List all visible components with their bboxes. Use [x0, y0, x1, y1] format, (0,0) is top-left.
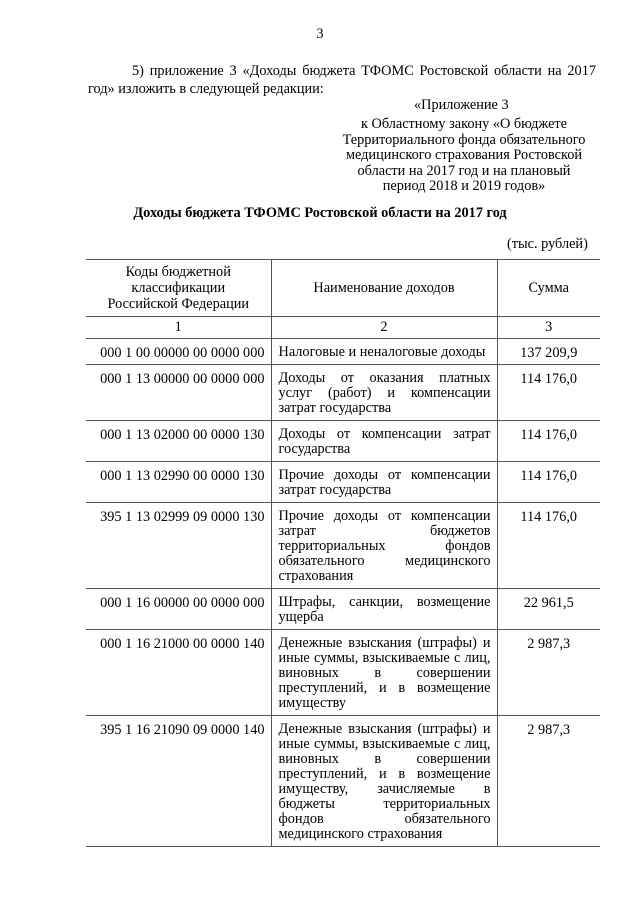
row-sum: 2 987,3 [497, 716, 600, 847]
page-number: 3 [316, 26, 324, 42]
appendix-reference-line: области на 2017 год и на плановый [357, 162, 571, 179]
row-name: Прочие доходы от компенсации затрат бюджетов территориальных фондов обязательного медицинского страхования [271, 503, 497, 589]
table-row [86, 716, 600, 847]
column-number: 1 [86, 317, 271, 339]
row-code: 000 1 16 00000 00 0000 000 [86, 589, 271, 630]
row-name: Денежные взыскания (штрафы) и иные суммы, взыскиваемые с лиц, виновных в совершении преступлений, и в возмещение имуществу, зачисляемые в бюджеты территориальных фондов обязательного медицинского страхования [271, 716, 497, 847]
unit-label: (тыс. рублей) [507, 236, 588, 252]
row-sum: 114 176,0 [497, 365, 600, 421]
row-code: 000 1 13 02990 00 0000 130 [86, 462, 271, 503]
column-number: 3 [497, 317, 600, 339]
table-row [86, 421, 600, 462]
row-sum: 137 209,9 [497, 339, 600, 365]
intro-paragraph: 5) приложение 3 «Доходы бюджета ТФОМС Ростовской области на 2017 год» изложить в следующей редакции: [88, 63, 596, 97]
row-name: Штрафы, санкции, возмещение ущерба [271, 589, 497, 630]
row-code: 395 1 16 21090 09 0000 140 [86, 716, 271, 847]
row-code: 000 1 00 00000 00 0000 000 [86, 339, 271, 365]
row-name: Доходы от оказания платных услуг (работ) и компенсации затрат государства [271, 365, 497, 421]
appendix-reference-line: к Областному закону «О бюджете [360, 116, 568, 132]
table-row [86, 503, 600, 589]
header-name: Наименование доходов [271, 260, 497, 317]
row-name: Денежные взыскания (штрафы) и иные суммы, взыскиваемые с лиц, виновных в совершении преступлений, и в возмещение имуществу [271, 630, 497, 716]
appendix-reference-line: медицинского страхования Ростовской [345, 147, 583, 164]
header-sum: Сумма [497, 260, 600, 317]
table-row [86, 339, 600, 365]
row-name: Доходы от компенсации затрат государства [271, 421, 497, 462]
row-code: 395 1 13 02999 09 0000 130 [86, 503, 271, 589]
column-number-row [86, 317, 600, 339]
document-title: Доходы бюджета ТФОМС Ростовской области на 2017 год [133, 205, 507, 221]
row-sum: 22 961,5 [497, 589, 600, 630]
table-row [86, 589, 600, 630]
row-name: Прочие доходы от компенсации затрат государства [271, 462, 497, 503]
table-row [86, 462, 600, 503]
appendix-reference [330, 117, 598, 195]
table-row [86, 365, 600, 421]
revenue-table [86, 259, 600, 847]
table-row [86, 630, 600, 716]
row-sum: 114 176,0 [497, 462, 600, 503]
appendix-reference-line: Территориального фонда обязательного [342, 131, 586, 148]
row-sum: 114 176,0 [497, 421, 600, 462]
appendix-reference-line: период 2018 и 2019 годов» [382, 178, 546, 195]
row-sum: 114 176,0 [497, 503, 600, 589]
row-sum: 2 987,3 [497, 630, 600, 716]
row-code: 000 1 13 00000 00 0000 000 [86, 365, 271, 421]
appendix-label: «Приложение 3 [414, 97, 509, 113]
row-code: 000 1 16 21000 00 0000 140 [86, 630, 271, 716]
column-number: 2 [271, 317, 497, 339]
table-header-row [86, 260, 600, 317]
row-name: Налоговые и неналоговые доходы [271, 339, 497, 365]
row-code: 000 1 13 02000 00 0000 130 [86, 421, 271, 462]
header-codes: Коды бюджетной классификации Российской Федерации [86, 260, 271, 317]
